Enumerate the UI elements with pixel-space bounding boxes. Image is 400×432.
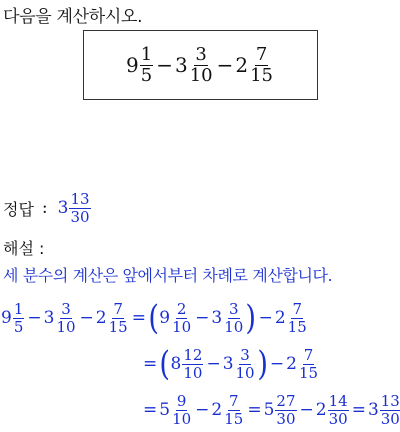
answer-label: 정답 xyxy=(3,199,34,219)
whole-number: 5 xyxy=(159,400,171,420)
numerator: 3 xyxy=(195,43,207,65)
fraction xyxy=(235,345,256,382)
mixed-number xyxy=(367,391,400,428)
problem-term-1 xyxy=(126,43,154,86)
minus-operator: − xyxy=(216,53,234,77)
minus-operator: − xyxy=(258,308,273,328)
numerator: 14 xyxy=(328,391,348,410)
whole-number: 5 xyxy=(263,400,275,420)
denominator: 15 xyxy=(108,317,128,336)
denominator: 30 xyxy=(276,409,296,428)
fraction xyxy=(13,299,25,336)
fraction xyxy=(298,345,319,382)
numerator: 7 xyxy=(229,391,239,410)
equals-sign: = xyxy=(143,400,158,420)
denominator: 5 xyxy=(13,317,24,336)
whole-number: 2 xyxy=(211,400,223,420)
whole-number: 3 xyxy=(57,198,69,218)
close-paren: ) xyxy=(256,344,268,384)
whole-number: 9 xyxy=(126,53,139,77)
fraction xyxy=(275,391,296,428)
problem-term-3 xyxy=(235,43,275,86)
numerator: 3 xyxy=(229,299,239,318)
fraction xyxy=(182,345,203,382)
minus-operator: − xyxy=(195,308,210,328)
mixed-number xyxy=(159,299,193,336)
problem-box xyxy=(83,30,318,100)
mixed-number xyxy=(211,391,245,428)
denominator: 10 xyxy=(189,64,213,86)
fraction xyxy=(69,189,90,226)
minus-operator: − xyxy=(299,400,314,420)
denominator: 10 xyxy=(224,317,244,336)
fraction xyxy=(287,299,308,336)
explanation-label: 해설 : xyxy=(3,239,45,258)
numerator: 13 xyxy=(380,391,400,410)
numerator: 7 xyxy=(303,345,314,364)
whole-number: 2 xyxy=(286,354,297,374)
equals-sign: = xyxy=(247,400,262,420)
denominator: 10 xyxy=(235,363,255,382)
mixed-number xyxy=(1,299,25,336)
fraction xyxy=(140,43,153,86)
mixed-number xyxy=(211,299,245,336)
whole-number: 3 xyxy=(43,308,55,328)
whole-number: 2 xyxy=(274,308,286,328)
answer-value xyxy=(57,189,92,226)
numerator: 3 xyxy=(61,299,71,318)
whole-number: 9 xyxy=(1,308,12,328)
minus-operator: − xyxy=(195,400,210,420)
minus-operator: − xyxy=(269,354,285,374)
explanation-text: 세 분수의 계산은 앞에서부터 차례로 계산합니다. xyxy=(3,266,333,285)
fraction xyxy=(223,299,244,336)
fraction xyxy=(249,43,274,86)
whole-number: 3 xyxy=(174,53,188,77)
denominator: 10 xyxy=(183,363,203,382)
denominator: 15 xyxy=(224,409,244,428)
denominator: 15 xyxy=(298,363,319,382)
mixed-number xyxy=(315,391,350,428)
whole-number: 3 xyxy=(211,308,223,328)
equals-sign: = xyxy=(143,354,158,374)
minus-operator: − xyxy=(156,53,173,77)
denominator: 10 xyxy=(172,317,192,336)
denominator: 10 xyxy=(172,409,192,428)
numerator: 7 xyxy=(255,43,268,65)
whole-number: 3 xyxy=(367,400,379,420)
mixed-number xyxy=(170,345,205,382)
denominator: 30 xyxy=(380,409,400,428)
solution-step-2 xyxy=(141,342,320,386)
numerator: 1 xyxy=(140,43,153,65)
equals-sign: = xyxy=(351,400,366,420)
mixed-number xyxy=(43,299,78,336)
close-paren: ) xyxy=(245,298,257,338)
solution-step-1 xyxy=(1,296,309,340)
numerator: 1 xyxy=(13,299,24,318)
fraction xyxy=(380,391,400,428)
fraction xyxy=(171,391,192,428)
mixed-number xyxy=(263,391,298,428)
whole-number: 2 xyxy=(235,53,249,77)
mixed-number xyxy=(286,345,320,382)
numerator: 9 xyxy=(176,391,187,410)
problem-term-2 xyxy=(174,43,215,86)
numerator: 27 xyxy=(276,391,296,410)
open-paren: ( xyxy=(148,298,159,338)
numerator: 2 xyxy=(176,299,187,318)
whole-number: 8 xyxy=(170,354,182,374)
whole-number: 2 xyxy=(315,400,327,420)
numerator: 13 xyxy=(70,189,90,208)
denominator: 15 xyxy=(250,64,273,86)
denominator: 15 xyxy=(287,317,307,336)
minus-operator: − xyxy=(79,308,94,328)
numerator: 7 xyxy=(113,299,123,318)
numerator: 12 xyxy=(183,345,203,364)
mixed-number xyxy=(222,345,257,382)
denominator: 30 xyxy=(328,409,348,428)
answer-colon: : xyxy=(41,198,48,218)
fraction xyxy=(108,299,129,336)
fraction xyxy=(55,299,76,336)
whole-number: 2 xyxy=(95,308,107,328)
fraction xyxy=(171,299,192,336)
fraction xyxy=(328,391,349,428)
minus-operator: − xyxy=(206,354,221,374)
mixed-number xyxy=(159,391,193,428)
open-paren: ( xyxy=(159,344,171,384)
fraction xyxy=(223,391,244,428)
denominator: 30 xyxy=(70,207,90,226)
mixed-number xyxy=(95,299,130,336)
fraction xyxy=(189,43,214,86)
denominator: 10 xyxy=(56,317,76,336)
numerator: 3 xyxy=(240,345,250,364)
instruction-text: 다음을 계산하시오. xyxy=(3,7,143,27)
whole-number: 3 xyxy=(222,354,234,374)
mixed-number xyxy=(274,299,309,336)
numerator: 7 xyxy=(292,299,302,318)
solution-step-3 xyxy=(141,388,400,432)
answer-row xyxy=(3,186,92,230)
equals-sign: = xyxy=(131,308,146,328)
whole-number: 9 xyxy=(159,308,171,328)
denominator: 5 xyxy=(140,64,153,86)
minus-operator: − xyxy=(27,308,42,328)
